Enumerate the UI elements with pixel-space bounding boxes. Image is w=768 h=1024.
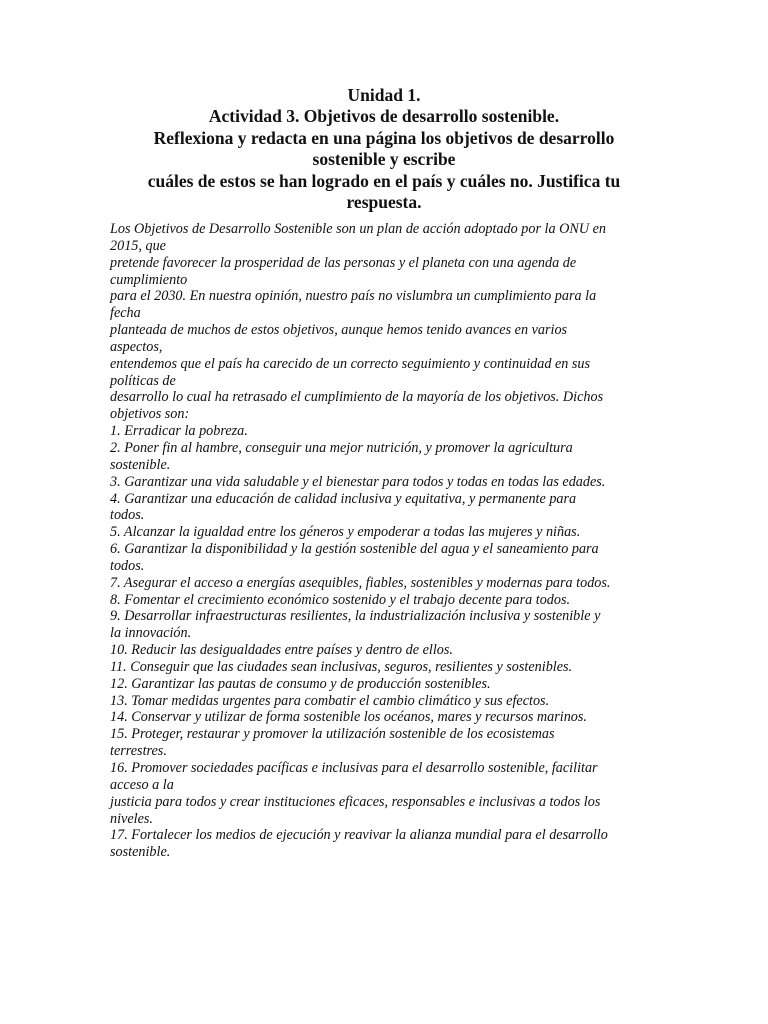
body-line: pretende favorecer la prosperidad de las personas y el planeta con una agenda de [110,254,577,271]
goal-item-12: 12. Garantizar las pautas de consumo y de producción sostenibles. [110,675,491,692]
goal-item-6-cont: todos. [110,557,145,574]
body-line: cumplimiento [110,271,188,288]
goal-item-14: 14. Conservar y utilizar de forma sostenible los océanos, mares y recursos marinos. [110,709,587,726]
assignment-heading [100,85,668,213]
goal-item-11: 11. Conseguir que las ciudades sean inclusivas, seguros, resilientes y sostenibles. [110,658,573,675]
goal-item-8: 8. Fomentar el crecimiento económico sostenido y el trabajo decente para todos. [110,591,571,608]
heading-instruction-line-2: sostenible y escribe [312,149,456,170]
goal-item-16-cont: niveles. [110,810,153,827]
goal-item-9-cont: la innovación. [110,625,192,642]
body-line: entendemos que el país ha carecido de un correcto seguimiento y continuidad en sus [110,355,591,372]
answer-body [110,221,670,861]
body-line: fecha [110,305,141,322]
heading-activity: Actividad 3. Objetivos de desarrollo sostenible. [208,106,560,127]
goal-item-17: 17. Fortalecer los medios de ejecución y reavivar la alianza mundial para el desarrollo [110,827,608,844]
goal-item-5: 5. Alcanzar la igualdad entre los géneros y empoderar a todas las mujeres y niñas. [110,524,581,541]
goal-item-16-cont: acceso a la [110,776,174,793]
body-line: planteada de muchos de estos objetivos, aunque hemos tenido avances en varios [110,322,568,339]
goal-item-15-cont: terrestres. [110,743,167,760]
body-line: 2015, que [110,237,166,254]
heading-unit: Unidad 1. [347,85,421,105]
body-line: aspectos, [110,338,163,355]
goal-item-16: 16. Promover sociedades pacíficas e inclusivas para el desarrollo sostenible, facilitar [110,760,598,776]
goal-item-4: 4. Garantizar una educación de calidad inclusiva y equitativa, y permanente para [110,490,577,507]
heading-instruction-line-4: respuesta. [346,192,422,213]
goal-item-3: 3. Garantizar una vida saludable y el bienestar para todos y todas en todas las edades. [110,473,606,490]
body-line: Los Objetivos de Desarrollo Sostenible son un plan de acción adoptado por la ONU en [110,221,607,237]
goal-item-1: 1. Erradicar la pobreza. [110,423,248,440]
goal-item-17-cont: sostenible. [110,844,171,861]
goal-item-7: 7. Asegurar el acceso a energías asequibles, fiables, sostenibles y modernas para todos. [110,574,611,591]
goal-item-2: 2. Poner fin al hambre, conseguir una mejor nutrición, y promover la agricultura [110,439,573,456]
goal-item-6: 6. Garantizar la disponibilidad y la gestión sostenible del agua y el saneamiento para [110,541,599,558]
goal-item-9: 9. Desarrollar infraestructuras resilientes, la industrialización inclusiva y sostenible y [110,608,601,625]
body-line: políticas de [110,372,176,389]
heading-instruction-line-1: Reflexiona y redacta en una página los objetivos de desarrollo [153,127,615,148]
body-line: objetivos son: [110,406,190,423]
goal-item-4-cont: todos. [110,507,145,524]
body-line: desarrollo lo cual ha retrasado el cumplimiento de la mayoría de los objetivos. Dichos [110,389,604,406]
goal-item-13: 13. Tomar medidas urgentes para combatir el cambio climático y sus efectos. [110,692,550,709]
body-line: para el 2030. En nuestra opinión, nuestro país no vislumbra un cumplimiento para la [110,288,597,305]
goal-item-16-cont: justicia para todos y crear instituciones eficaces, responsables e inclusivas a todos los [110,793,601,810]
goal-item-2-cont: sostenible. [110,456,171,473]
heading-instruction-line-3: cuáles de estos se han logrado en el país y cuáles no. Justifica tu [147,170,621,191]
goal-item-15: 15. Proteger, restaurar y promover la utilización sostenible de los ecosistemas [110,726,555,743]
goal-item-10: 10. Reducir las desigualdades entre países y dentro de ellos. [110,642,453,659]
